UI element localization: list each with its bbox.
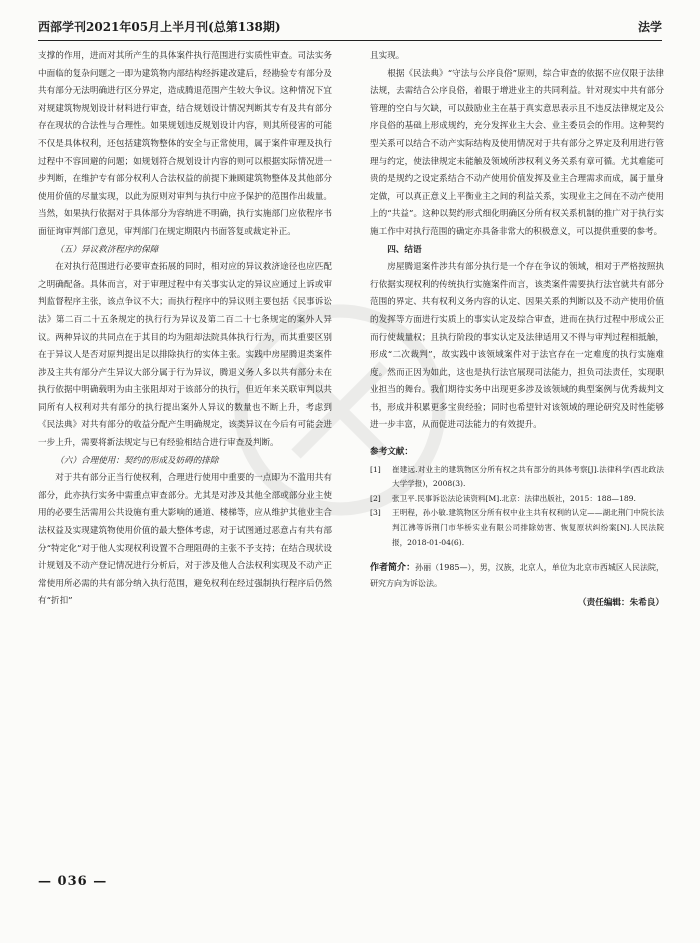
paragraph: 在对执行范围进行必要审查拓展的同时，相对应的异议救济途径也应匹配之明确配备。具体而言，对于审理过程中有关事实认定的异议应通过上诉或审判监督程序主张，该点争议不大；而执行程序中的异议则主要包括《民事诉讼法》第二百二十五条规定的执行行为异议及第二百二十七条规定的案外人异议。两种异议的共同点在于其目的均为阻却法院具体执行行为，而其重要区别在于异议人是否对原判提出足以排除执行的实体主张。实践中房屋腾退类案件涉及主共有部分产生异议大部分属于行为异议，腾退义务人多以共有部分未在执行依据中明确载明为由主张阻却对于该部分的执行，但近年来关联审判以共同所有人权利对共有部分的执行提出案外人异议的数量也不断上升，考虑到《民法典》对共有部分的收益分配产生明确规定，该类异议在今后有可能会进一步上升，需要将新法规定与已有经验相结合进行审查及判断。	[38, 262, 332, 449]
paragraph: 根据《民法典》“守法与公序良俗”原则，综合审查的依据不应仅限于法律法规，去需结合公序良俗，着眼于增进业主的共同利益。针对现实中共有部分管理的空白与欠缺，可以鼓励业主在基于真实意思表示且不违反法律规定及公序良俗的基础上形成规约，充分发挥业主大会、业主委员会的作用。这种契约型关系可以结合不动产实际结构及使用情况对于共有部分之界定及利用进行管理与约定，使法律规定未能触及领域所涉权利义务关系有章可循。尤其难能可贵的是规约之设定系结合不动产使用价值发挥及业主合理需求而成，属于量身定做，可以真正意义上平衡业主之间的利益关系，实现业主之间在不动产使用上的“共益”。这种以契约形式细化明确区分所有权关系机制的推广对于执行实施工作中对执行范围的确定亦具备非常大的积极意义，可以提供重要的参考。	[370, 68, 664, 237]
reference-number: [3]	[370, 508, 381, 518]
paragraph: 房屋腾退案件涉共有部分执行是一个存在争议的领域，相对于严格按照执行依据实现权利的传统执行实施案件而言，该类案件需要执行法官就共有部分范围的界定、共有权利义务内容的认定、因果关系的判断以及不动产使用价值的发挥等方面进行实质上的事实认定及综合审查，进而在执行过程中形成公正而行使裁量权；且执行阶段的事实认定及法律适用又不得与审判过程相抵触，形成“二次裁判”，故实践中该领域案件对于法官存在一定难度的执行实施难度。然而正因为如此，这也是执行法官展现司法能力，担负司法责任，实现职业担当的舞台。我们期待实务中出现更多涉及该领域的典型案例与优秀裁判文书，形成并积累更多宝贵经验；同时也希望针对该领域的理论研究及时性能够进一步丰富，从而促进司法能力的有效提升。	[370, 262, 664, 431]
right-column	[370, 48, 664, 613]
paragraph: 对于共有部分正当行使权利，合理进行使用中重要的一点即为不滥用共有部分，此亦执行实务中需重点审查部分。尤其是对涉及其他全部或部分业主使用的必要生活需用公共设施有重大影响的通道、楼梯等，应从维护其他业主合法权益及实现建筑物使用价值的最大整体考虑，对于试图通过恶意占有共有部分“特定化”对于他人实现权利设置不合理阻碍的主张不予支持；在结合现状设计规划及不动产登记情况进行分析后，对于涉及他人合法权利实现及不动产正常使用所必需的共有部分纳入执行范围，避免权利在经过强制执行程序后仍然有“折扣”	[38, 473, 332, 607]
references-heading: 参考文献：	[370, 447, 413, 458]
reference-number: [1]	[370, 464, 381, 474]
author-label: 作者简介：	[370, 563, 416, 574]
reference-item	[370, 506, 664, 550]
editor-note: （责任编辑：朱希良）	[578, 598, 664, 609]
reference-text: 崔建远.对业主的建筑物区分所有权之共有部分的具体考察[J].法律科学(西北政法大学学报)，2008(3).	[392, 464, 664, 489]
paragraph: 支撑的作用，进而对其所产生的具体案件执行范围进行实质性审查。司法实务中面临的复杂问题之一即为建筑物内部结构经拆建改建后，经勘验专有部分及共有部分无法明确进行区分界定，造成腾退范围产生较大争议。这种情况下宜对规建筑物规划设计材料进行审查，结合规划设计情况判断其专有及共有部分存在现状的合法性与合理性。如果规划违反规划设计内容，则其所侵害的可能不仅是具体权利，还包括建筑物整体的安全与正常使用，属于案件审理及执行过程中不容回避的问题；如规划符合规划设计内容的则可以根据实际情况进一步判断，在维护专有部分权利人合法权益的前提下兼顾建筑物整体及其他部分使用价值的尽量实现，以此为原则对审判与执行中应予保护的范围作出裁量。当然，如果执行依据对于具体部分为容纳进不明确，执行实施部门应依程序书面征询审判部门意见，审判部门在规定期限内书面答复或裁定补正。	[38, 51, 332, 237]
page-number: — 036 —	[38, 874, 108, 889]
reference-list	[370, 463, 664, 551]
section-heading: （六）合理使用：契约的形成及妨碍的排除	[55, 455, 219, 466]
section-heading: （五）异议救济程序的保障	[55, 244, 159, 255]
reference-text: 张卫平.民事诉讼法论读资料[M].北京：法律出版社，2015：188—189.	[392, 493, 636, 503]
author-text: 孙丽（1985—），男，汉族，北京人，单位为北京市西城区人民法院，研究方向为诉讼法。	[370, 563, 664, 589]
reference-item	[370, 492, 664, 507]
section-heading: 四、结语	[387, 244, 422, 255]
header-rule	[38, 40, 662, 41]
left-column	[38, 48, 332, 611]
journal-title: 西部学刊2021年05月上半月刊(总第138期)	[38, 20, 281, 34]
right-body	[370, 48, 664, 435]
reference-number: [2]	[370, 493, 381, 503]
page-header	[38, 12, 662, 42]
reference-item	[370, 463, 664, 492]
author-info	[370, 560, 664, 591]
paragraph: 且实现。	[370, 51, 405, 61]
reference-text: 王明程，孙小敏.建筑物区分所有权中业主共有权利的认定——湖北荆门中院长法判江沸等诉荆门市华桥实业有限公司排除妨害、恢复原状纠纷案[N].人民法院报，2018-01-04(6).	[392, 508, 664, 547]
references	[370, 445, 664, 550]
section-label: 法学	[637, 20, 662, 34]
